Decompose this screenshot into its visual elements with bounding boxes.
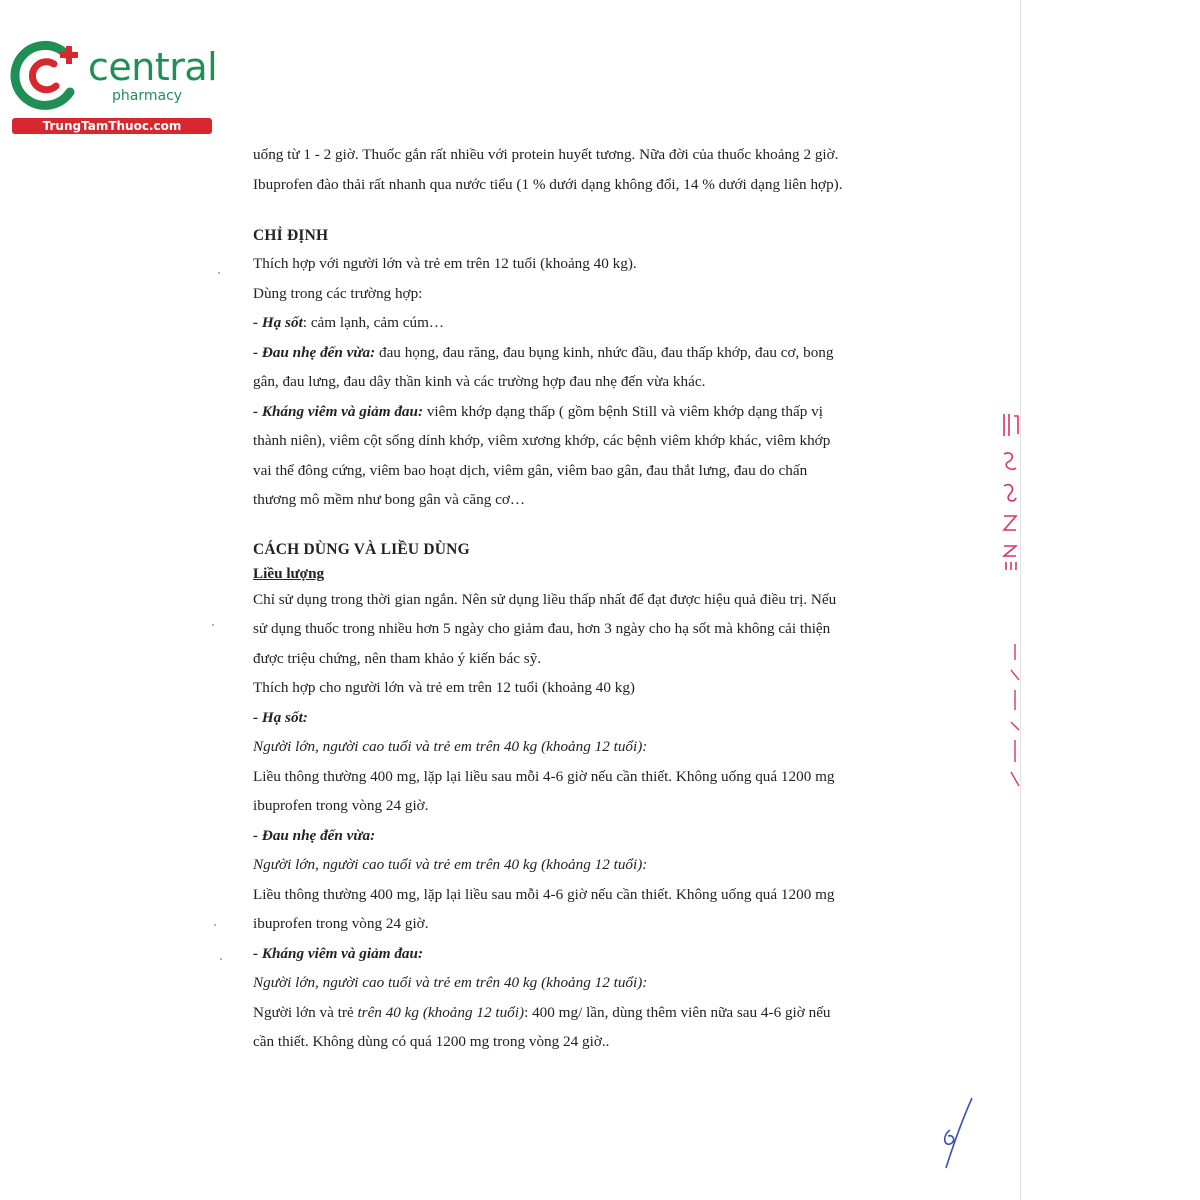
signature-mark — [936, 1096, 976, 1170]
scan-speck — [218, 272, 220, 274]
text-line: cần thiết. Không dùng có quá 1200 mg trong vòng 24 giờ.. — [253, 1033, 610, 1050]
logo-brand-name: central — [88, 45, 218, 89]
indication-item-ha-sot — [253, 308, 933, 338]
margin-stamp-mark — [1005, 640, 1025, 790]
central-pharmacy-logo[interactable] — [8, 36, 218, 138]
indication-text: đau họng, đau răng, đau bụng kinh, nhức đầu, đau thấp khớp, đau cơ, bong — [375, 343, 834, 361]
text-line: gân, đau lưng, đau dây thần kinh và các trường hợp đau nhẹ đến vừa khác. — [253, 373, 706, 390]
text-line: Thích hợp cho người lớn và trẻ em trên 12 tuổi (khoảng 40 kg) — [253, 679, 635, 696]
dose-line-khang-viem — [253, 998, 933, 1028]
logo-brand-subname: pharmacy — [112, 88, 183, 104]
text-line: thành niên), viêm cột sống dính khớp, viêm xương khớp, các bệnh viêm khớp khác, viêm khớp — [253, 432, 831, 449]
indication-item-khang-viem — [253, 397, 933, 427]
indication-label: - Hạ sốt — [253, 314, 303, 331]
text-line: Dùng trong các trường hợp: — [253, 284, 423, 302]
document-body — [253, 140, 933, 1057]
scan-speck — [220, 958, 222, 960]
dose-group: Người lớn, người cao tuổi và trẻ em trên 40 kg (khoảng 12 tuổi): — [253, 738, 648, 755]
scan-speck — [212, 624, 214, 626]
dose-group: Người lớn, người cao tuổi và trẻ em trên 40 kg (khoảng 12 tuổi): — [253, 974, 648, 991]
indication-label: - Kháng viêm và giảm đau: — [253, 402, 424, 420]
indication-label: - Đau nhẹ đến vừa: — [253, 343, 376, 361]
text-line: sử dụng thuốc trong nhiều hơn 5 ngày cho giảm đau, hơn 3 ngày cho hạ sốt mà không cải thiện — [253, 620, 831, 637]
dose-text: Người lớn và trẻ — [253, 1003, 358, 1021]
dose-label-dau-nhe: - Đau nhẹ đến vừa: — [253, 826, 376, 844]
text-line: thương mô mềm như bong gân và căng cơ… — [253, 491, 526, 508]
text-line: vai thể đông cứng, viêm bao hoạt dịch, viêm gân, viêm bao gân, đau thắt lưng, đau do chấn — [253, 461, 808, 479]
dose-group: Người lớn, người cao tuổi và trẻ em trên 40 kg (khoảng 12 tuổi): — [253, 856, 648, 873]
text-line: Liều thông thường 400 mg, lặp lại liều sau mỗi 4-6 giờ nếu cần thiết. Không uống quá 1200 mg — [253, 767, 835, 785]
page-edge — [1020, 0, 1021, 1200]
subheading-lieu-luong: Liều lượng — [253, 564, 325, 582]
section-heading-cach-dung: CÁCH DÙNG VÀ LIỀU DÙNG — [253, 540, 470, 558]
dose-label-khang-viem: - Kháng viêm và giảm đau: — [253, 944, 424, 962]
text-line: ibuprofen trong vòng 24 giờ. — [253, 797, 429, 814]
section-heading-chi-dinh: CHỈ ĐỊNH — [253, 227, 329, 244]
intro-line: uống từ 1 - 2 giờ. Thuốc gắn rất nhiều với protein huyết tương. Nữa đời của thuốc khoảng 2 giờ. — [253, 146, 839, 163]
indication-text: viêm khớp dạng thấp ( gồm bệnh Still và viêm khớp dạng thấp vị — [423, 402, 823, 420]
logo-site-banner: TrungTamThuoc.com — [12, 118, 212, 134]
scan-speck — [214, 924, 216, 926]
text-line: ibuprofen trong vòng 24 giờ. — [253, 915, 429, 932]
text-line: Chỉ sử dụng trong thời gian ngắn. Nên sử dụng liều thấp nhất để đạt được hiệu quả điều trị. Nếu — [253, 590, 837, 608]
margin-stamp-mark — [998, 412, 1024, 572]
dose-text: : 400 mg/ lần, dùng thêm viên nữa sau 4-6 giờ nếu — [524, 1003, 831, 1021]
indication-text: : cảm lạnh, cảm cúm… — [302, 314, 445, 331]
text-line: Liều thông thường 400 mg, lặp lại liều sau mỗi 4-6 giờ nếu cần thiết. Không uống quá 1200 mg — [253, 885, 835, 903]
logo-mark-icon — [8, 36, 88, 116]
dose-label-ha-sot: - Hạ sốt: — [253, 708, 308, 726]
dose-text-italic: trên 40 kg (khoảng 12 tuổi) — [357, 1003, 525, 1021]
indication-item-dau-nhe — [253, 338, 933, 368]
intro-line: Ibuprofen đào thải rất nhanh qua nước tiểu (1 % dưới dạng không đổi, 14 % dưới dạng liên hợp). — [253, 175, 843, 193]
text-line: được triệu chứng, nên tham khảo ý kiến bác sỹ. — [253, 649, 542, 667]
text-line: Thích hợp với người lớn và trẻ em trên 12 tuổi (khoảng 40 kg). — [253, 255, 637, 272]
